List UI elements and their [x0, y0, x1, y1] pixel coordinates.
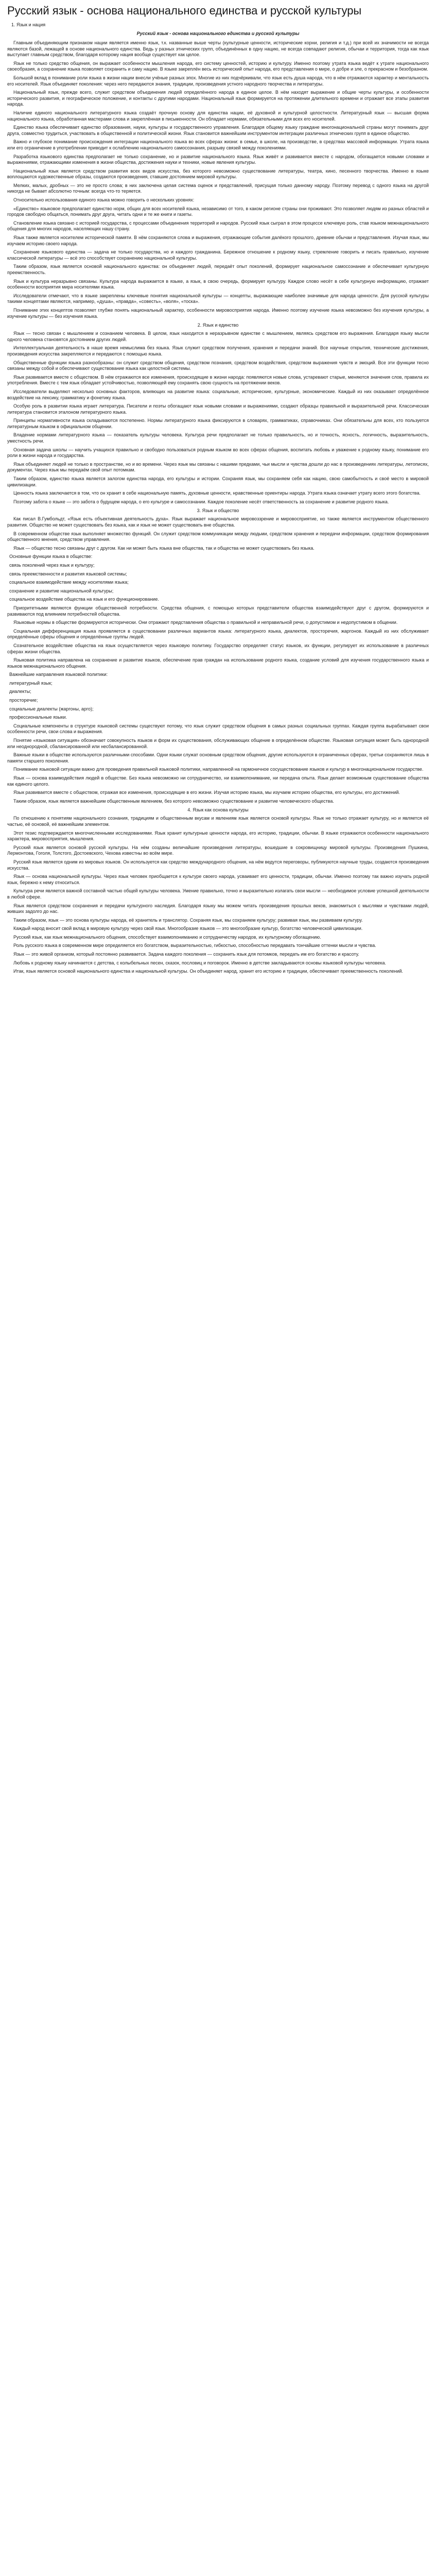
paragraph: Важно и глубокое понимание происхождения интеграции национального языка во всех сферах жизни: в семье, в школе, на производстве, в средствах массовой информации. Утрата языка или его ограничение в употреблении приводит к ослаблению национального самосознания, разрыву связей между поколениями.	[7, 139, 429, 150]
section-heading: 4. Язык как основа культуры	[187, 807, 249, 813]
paragraph: Роль русского языка в современном мире определяется его богатством, выразительностью, гибкостью, способностью передавать тончайшие оттенки мысли и чувства.	[13, 943, 376, 948]
paragraph: Культура речи является важной составной частью общей культуры человека. Умение правильно, точно и выразительно излагать свои мысли — необходимое условие успешной деятельности в любой сфере.	[7, 888, 429, 900]
paragraph: Основные функции языка в обществе:	[9, 554, 93, 560]
paragraph: социальные диалекты (жаргоны, арго);	[9, 706, 94, 711]
paragraph: Важные языки в обществе используются различными способами. Одни языки служат основным средством общения, другие используются в ограниченных сферах, третьи сохраняются лишь в памяти старшего поколения.	[7, 752, 429, 764]
paragraph: Общественные функции языка разнообразны: он служит средством общения, средством познания, средством воздействия, средством выражения чувств и эмоций. Все эти функции тесно связаны между собой и обеспечивают существование языка как целостной системы.	[7, 360, 429, 371]
paragraph: Мелких, малых, дробных — это не просто слова; в них заключена целая система оценок и представлений, присущая только данному народу. Поэтому перевод с одного языка на другой никогда не бывает абсолютно точным: всегда что-то теряется.	[7, 182, 429, 194]
paragraph: Язык не только средство общения, он выражает особенности мышления народа, его систему ценностей, историю и культуру. Именно поэтому утрата языка ведёт к утрате национального своеобразия, а сохранение языка позволяет сохранить и саму нацию. В языке закреплён весь исторический опыт народа, его представления о мире, о добре и зле, о прекрасном и безобразном.	[7, 60, 429, 72]
paragraph: Принципы нормативности языка складываются постепенно. Нормы литературного языка фиксируются в словарях, грамматиках, справочниках. Они обязательны для всех, кто пользуется литературным языком в официальном общении.	[7, 418, 429, 429]
paragraph: профессиональные языки.	[9, 715, 67, 720]
paragraph: Понятие «языковая ситуация» обозначает совокупность языков и форм их существования, обслуживающих общение в определённом обществе. Языковая ситуация может быть однородной или неоднородной, сбалансированной или несбалансированной.	[7, 738, 429, 749]
paragraph: Сознательное воздействие общества на язык осуществляется через языковую политику. Государство определяет статус языков, их функции, регулирует их использование в различных сферах жизни общества.	[7, 642, 429, 654]
paragraph: В современном обществе язык выполняет множество функций. Он служит средством коммуникации между людьми, средством хранения и передачи информации, средством формирования общественного мнения, средством управления.	[7, 531, 429, 543]
paragraph: Разработка языкового единства предполагает не только сохранение, но и развитие национального языка. Язык живёт и развивается вместе с народом, обогащается новыми словами и выражениями, отражающими изменения в жизни общества, достижения науки и техники, новые явления культуры.	[7, 154, 429, 165]
section	[7, 508, 429, 804]
document-title: Русский язык - основа национального единства и русской культуры	[136, 31, 300, 36]
paragraph: Национальный язык, прежде всего, служит средством объединения людей определённого народа в единое целое. В нём находят выражение и общие черты культуры, и особенности исторического развития, и географическое положение, и контакты с другими народами. Национальный язык формируется на протяжении длительного времени и отражает все этапы развития народа.	[7, 90, 429, 107]
paragraph: Сохранение языкового единства — задача не только государства, но и каждого гражданина. Бережное отношение к родному языку, стремление говорить и писать правильно, изучение классической литературы — всё это способствует сохранению национальной культуры.	[7, 249, 429, 261]
paragraph: Исследователи отмечают, что в языке закреплены ключевые понятия национальной культуры — концепты, выражающие наиболее значимые для народа ценности. Для русской культуры такими концептами являются, например, «душа», «правда», «совесть», «воля», «тоска».	[7, 293, 429, 304]
paragraph: Языковые нормы в обществе формируются исторически. Они отражают представления общества о правильной и неправильной речи, о допустимом и недопустимом в общении.	[13, 620, 398, 625]
paragraph: Русский язык, как язык межнационального общения, способствует взаимопониманию и сотрудничеству народов, их культурному обогащению.	[13, 934, 321, 940]
paragraph: Относительно использования единого языка можно говорить о нескольких уровнях:	[13, 197, 195, 203]
paragraph: Язык — тесно связан с мышлением и сознанием человека. В целом, язык находится в неразрывном единстве с мышлением, являясь средством его выражения. Благодаря языку мысли одного человека становятся достоянием других людей.	[7, 331, 429, 342]
paragraph: Языковая политика направлена на сохранение и развитие языков, обеспечение прав граждан на использование родного языка, создание условий для изучения государственного языка и языков межнационального общения.	[7, 657, 429, 669]
paragraph: Таким образом, язык является основой национального единства: он объединяет людей, передаёт опыт поколений, формирует национальное самосознание и обеспечивает культурную преемственность.	[7, 264, 429, 275]
paragraph: Национальный язык является средством развития всех видов искусства, без которого невозможно существование литературы, театра, кино, песенного творчества. Именно в языке воплощаются художественные образы, создаются произведения, ставшие достоянием мировой культуры.	[7, 168, 429, 180]
paragraph: Таким образом, язык является важнейшим общественным явлением, без которого невозможно существование и развитие человеческого общества.	[13, 798, 334, 804]
paragraph: Язык также является носителем исторической памяти. В нём сохраняются слова и выражения, отражающие события далёкого прошлого, древние обычаи и представления. Изучая язык, мы изучаем историю своего народа.	[7, 235, 429, 246]
paragraph: Основная задача школы — научить учащихся правильно и свободно пользоваться родным языком во всех сферах общения, воспитать любовь и уважение к родному языку, понимание его роли в жизни народа и государства.	[7, 447, 429, 459]
paragraph: Приоритетными являются функции общественной потребности. Средства общения, с помощью которых представители общества взаимодействуют друг с другом, формируются и развиваются под влиянием потребностей общества.	[7, 605, 429, 617]
page-title: Русский язык - основа национального единства и русской культуры	[7, 4, 362, 17]
paragraph: Исследователи выделяют несколько основных факторов, влияющих на развитие языка: социальные, исторические, культурные, экономические. Каждый из них оказывает определённое воздействие на лексику, грамматику и фонетику языка.	[7, 388, 429, 400]
table-of-contents	[7, 22, 429, 28]
paragraph: Любовь к родному языку начинается с детства, с колыбельных песен, сказок, пословиц и поговорок. Именно в детстве закладываются основы языковой культуры человека.	[13, 960, 386, 965]
paragraph: Этот тезис подтверждается многочисленными исследованиями. Язык хранит культурные ценности народа, его историю, традиции, обычаи. В языке отражаются особенности национального характера, мировосприятия, мышления.	[7, 830, 429, 842]
paragraph: Таким образом, единство языка является залогом единства народа, его культуры и истории. Сохраняя язык, мы сохраняем себя как нацию, свою самобытность и своё место в мировой цивилизации.	[7, 476, 429, 487]
paragraph: По отношению к понятиям национального сознания, традициям и общественным вкусам и явлениям язык является основой культуры. Язык не только отражает культуру, но и является её частью, её основой, её важнейшим элементом.	[7, 816, 429, 827]
paragraph: Главным объединяющим признаком нации является именно язык, т.к. названные выше черты (культурные ценности, исторические корни, религия и т.д.) при всей их значимости не всегда являются базой, лежащей в основе национального единства. Ведь у разных этнических групп, объединённых в одну нацию, не всегда совпадают религия, обычаи и территория, тогда как язык выступает главным средством, благодаря которому нация вообще существует как целое.	[7, 40, 429, 58]
paragraph: социальное воздействие общества на язык и его функционирование.	[9, 597, 159, 602]
paragraph: Язык — это живой организм, который постоянно развивается. Задача каждого поколения — сохранить язык для потомков, передать им его богатство и красоту.	[13, 952, 359, 957]
paragraph: Язык — основа национальной культуры. Через язык человек приобщается к культуре своего народа, усваивает его ценности, традиции, обычаи. Именно поэтому так важно изучать родной язык, бережно к нему относиться.	[7, 874, 429, 885]
paragraph: Таким образом, язык — это основа культуры народа, её хранитель и транслятор. Сохраняя язык, мы сохраняем культуру; развивая язык, мы развиваем культуру.	[13, 917, 363, 923]
paragraph: Понимание этих концептов позволяет глубже понять национальный характер, особенности мировосприятия народа. Именно поэтому изучение языка невозможно без изучения культуры, а изучение культуры — без изучения языка.	[7, 307, 429, 319]
page	[0, 0, 436, 988]
paragraph: связь преемственности и развития языковой системы;	[9, 571, 127, 577]
toc-item[interactable]: 1. Язык и нация	[11, 22, 46, 27]
section	[7, 807, 429, 974]
paragraph: социальное взаимодействие между носителями языка;	[9, 580, 129, 585]
paragraph: Язык — общество тесно связаны друг с другом. Как ни может быть языка вне общества, так и общества не может существовать без языка.	[13, 545, 315, 551]
section	[7, 40, 429, 319]
paragraph: Владение нормами литературного языка — показатель культуры человека. Культура речи предполагает не только правильность, но и точность, ясность, логичность, выразительность, уместность речи.	[7, 432, 429, 444]
paragraph: Язык — основа взаимодействия людей в обществе. Без языка невозможно ни сотрудничество, ни взаимопонимание, ни передача опыта. Язык делает возможным существование общества как единого целого.	[7, 775, 429, 787]
paragraph: литературный язык;	[9, 680, 53, 686]
paragraph: «Единство» языковое предполагает единство норм, общих для всех носителей языка, независимо от того, в каком регионе страны они проживают. Это позволяет людям из разных областей и городов свободно общаться, понимать друг друга, читать одни и те же книги и газеты.	[7, 206, 429, 217]
paragraph: Каждый народ вносит свой вклад в мировую культуру через свой язык. Многообразие языков — это многообразие культур, богатство человеческой цивилизации.	[13, 926, 363, 931]
paragraph: Язык развивается вместе с обществом, отражая все изменения, происходящие в его жизни. Изучая историю языка, мы изучаем историю общества, его культуры, его достижений.	[13, 790, 400, 795]
section-heading: 2. Язык и единство	[197, 323, 239, 328]
paragraph: просторечие;	[9, 698, 38, 703]
section	[7, 323, 429, 505]
paragraph: Русский язык является основой русской культуры. На нём созданы величайшие произведения литературы, вошедшие в сокровищницу мировой культуры. Произведения Пушкина, Лермонтова, Гоголя, Толстого, Достоевского, Чехова известны во всём мире.	[7, 844, 429, 856]
paragraph: Социальная дифференциация языка проявляется в существовании различных вариантов языка: литературного языка, диалектов, просторечия, жаргонов. Каждый из них обслуживает определённые сферы общения и определённые группы людей.	[7, 628, 429, 640]
paragraph: Язык развивается вместе с обществом. В нём отражаются все изменения, происходящие в жизни народа: появляются новые слова, устаревают старые, меняются значения слов, правила их употребления. Вместе с тем язык обладает устойчивостью, позволяющей ему сохранять свою сущность на протяжении веков.	[7, 374, 429, 386]
paragraph: сохранение и развитие национальной культуры;	[9, 588, 114, 594]
paragraph: Единство языка обеспечивает единство образования, науки, культуры и государственного управления. Благодаря общему языку граждане многонациональной страны могут понимать друг друга, совместно трудиться, участвовать в общественной и политической жизни. Язык становится важнейшим инструментом интеграции различных этнических групп в единое общество.	[7, 125, 429, 136]
paragraph: Язык является средством сохранения и передачи культурного наследия. Благодаря языку мы можем читать произведения прошлых веков, знакомиться с мыслями и чувствами людей, живших задолго до нас.	[7, 903, 429, 914]
paragraph: Особую роль в развитии языка играет литература. Писатели и поэты обогащают язык новыми словами и выражениями, создают образцы правильной и выразительной речи. Классическая литература становится эталоном литературного языка.	[7, 403, 429, 415]
paragraph: Как писал В.Гумбольдт, «Язык есть объективная деятельность духа». Язык выражает национальное мировоззрение и мировосприятие, но также является инструментом общественного развития. Общество не может существовать без языка, как и язык не может существовать вне общества.	[7, 516, 429, 528]
paragraph: Язык и культура неразрывно связаны. Культура народа выражается в языке, а язык, в свою очередь, формирует культуру. Каждое слово несёт в себе культурную информацию, отражает особенности восприятия мира носителями языка.	[7, 278, 429, 290]
paragraph: Ценность языка заключается в том, что он хранит в себе национальную память, духовные ценности, нравственные ориентиры народа. Утрата языка означает утрату всего этого богатства.	[13, 490, 421, 496]
paragraph: Итак, язык является основой национального единства и национальной культуры. Он объединяет народ, хранит его историю и традиции, обеспечивает преемственность поколений.	[13, 969, 404, 974]
paragraph: Язык объединяет людей не только в пространстве, но и во времени. Через язык мы связаны с нашими предками, чьи мысли и чувства дошли до нас в произведениях литературы, летописях, документах. Через язык мы передаём свой опыт потомкам.	[7, 461, 429, 473]
paragraph: Поэтому забота о языке — это забота о будущем народа, о его культуре и самосознании. Каждое поколение несёт ответственность за сохранение и развитие родного языка.	[13, 499, 389, 504]
section-heading: 3. Язык и общество	[197, 508, 239, 514]
paragraph: Наличие единого национального литературного языка создаёт прочную основу для единства нации, её духовной и культурной целостности. Литературный язык — высшая форма национального языка, обработанная мастерами слова и закреплённая в письменности. Он обладает нормами, обязательными для всех его носителей.	[7, 110, 429, 122]
paragraph: Социальные компоненты в структуре языковой системы существуют потому, что язык служит средством общения в самых разных социальных группах. Каждая группа вырабатывает свои особенности речи, свои слова и выражения.	[7, 723, 429, 735]
paragraph: Большой вклад в понимание роли языка в жизни нации внесли учёные разных эпох. Многие из них подчёркивали, что язык есть душа народа, что в нём отражаются характер и ментальность его носителей. Язык объединяет поколения: через него передаются знания, традиции, произведения устного народного творчества и литературы.	[7, 75, 429, 87]
paragraph: диалекты;	[9, 689, 31, 694]
document-body	[7, 40, 429, 975]
paragraph: Русский язык является одним из мировых языков. Он используется как средство международного общения, на нём ведутся переговоры, публикуются научные труды, создаются произведения искусства.	[7, 859, 429, 871]
paragraph: Становление языка связано с историей государства, с процессами объединения территорий и народов. Русский язык сыграл в этом процессе ключевую роль, став языком межнационального общения для многих народов, населяющих нашу страну.	[7, 220, 429, 232]
paragraph: Понимание языковой ситуации важно для проведения правильной языковой политики, направленной на гармоничное сосуществование языков и культур в многонациональном государстве.	[13, 767, 424, 772]
paragraph: Важнейшие направления языковой политики:	[9, 672, 108, 677]
paragraph: Интеллектуальная деятельность в наше время немыслима без языка. Язык служит средством получения, хранения и передачи знаний. Все научные открытия, технические достижения, произведения искусства закрепляются и передаются с помощью языка.	[7, 345, 429, 357]
paragraph: связь поколений через язык и культуру;	[9, 562, 95, 568]
